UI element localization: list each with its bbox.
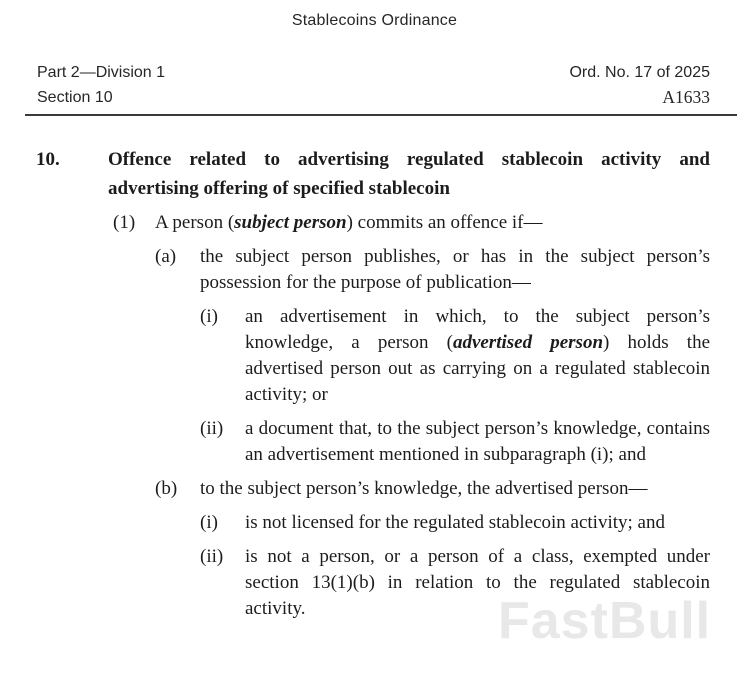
subparagraph-a-ii-text: a document that, to the subject person’s knowledge, contains an advertisement mentioned in subparagraph (i); and bbox=[245, 418, 710, 465]
doc-title: Stablecoins Ordinance bbox=[291, 12, 458, 29]
paragraph-b bbox=[0, 476, 749, 502]
section-number: 10. bbox=[36, 149, 60, 170]
paragraph-a bbox=[0, 244, 749, 296]
defined-term-subject-person: subject person bbox=[234, 212, 347, 233]
subparagraph-b-ii bbox=[0, 544, 749, 622]
page-header bbox=[0, 60, 749, 110]
clause-1 bbox=[0, 210, 749, 236]
header-section-ref: Section 10 bbox=[37, 89, 113, 106]
header-right bbox=[569, 60, 710, 110]
subparagraph-b-i bbox=[0, 510, 749, 536]
subparagraph-b-ii-text: is not a person, or a person of a class, exempted under section 13(1)(b) in relation to the regulated stablecoin activity. bbox=[245, 546, 710, 619]
header-page-no: A1633 bbox=[662, 87, 710, 107]
clause-1-text bbox=[155, 210, 710, 236]
section-heading: Offence related to advertising regulated stablecoin activity and advertising offering of specified stablecoin bbox=[108, 149, 710, 199]
subparagraph-a-ii bbox=[0, 416, 749, 468]
paragraph-b-text: to the subject person’s knowledge, the advertised person— bbox=[200, 478, 648, 499]
subparagraph-a-i bbox=[0, 304, 749, 408]
header-left bbox=[37, 60, 165, 110]
clause-1-text-before: A person ( bbox=[155, 212, 235, 233]
defined-term-advertised-person: advertised person bbox=[452, 332, 604, 353]
subparagraph-b-i-marker: (i) bbox=[200, 512, 218, 533]
subparagraph-a-i-marker: (i) bbox=[200, 306, 218, 327]
watermark: FastBull bbox=[498, 592, 712, 650]
paragraph-b-marker: (b) bbox=[155, 478, 178, 499]
subparagraph-a-i-text-before: an advertisement in which, to the subject person’s knowledge, a person ( bbox=[245, 306, 710, 353]
clause-1-text-after: ) commits an offence if— bbox=[346, 212, 543, 233]
subparagraph-a-i-text bbox=[245, 304, 710, 408]
subparagraph-b-i-text: is not licensed for the regulated stablecoin activity; and bbox=[245, 512, 665, 533]
subparagraph-a-ii-marker: (ii) bbox=[200, 418, 224, 439]
section-body bbox=[0, 145, 749, 622]
subparagraph-a-i-text-after: ) holds the advertised person out as carrying on a regulated stablecoin activity; or bbox=[245, 332, 710, 405]
clause-1-marker: (1) bbox=[113, 212, 136, 233]
header-rule bbox=[25, 114, 737, 116]
subparagraph-b-ii-marker: (ii) bbox=[200, 546, 224, 567]
header-ord-no: Ord. No. 17 of 2025 bbox=[569, 64, 710, 81]
header-part-division: Part 2—Division 1 bbox=[37, 64, 166, 81]
paragraph-a-marker: (a) bbox=[155, 246, 177, 267]
paragraph-a-text: the subject person publishes, or has in the subject person’s possession for the purpose of publication— bbox=[200, 246, 710, 293]
section-heading-row bbox=[0, 145, 749, 203]
